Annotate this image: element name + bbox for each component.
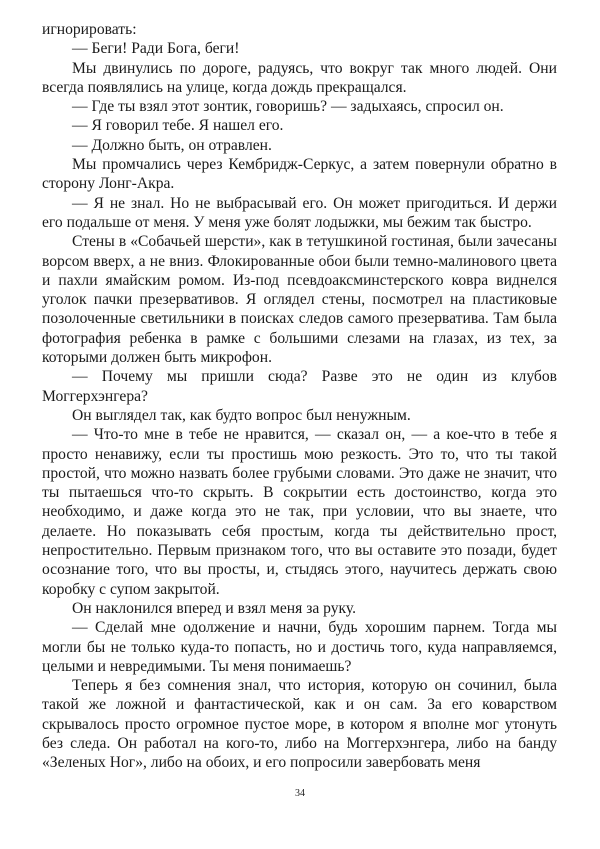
paragraph-walls: Стены в «Собачьей шерсти», как в тетушкиной гостиная, были зачесаны ворсом вверх, а не вниз. Флокированные обои были темно-малинового цвета и пахли ямайским ромом. Из-под псевдоаксминстерского ковра виднелся уголок пачки презервативов. Я оглядел стены, посмотрел на пластиковые позолоченные светильники в поисках следов самого презерватива. Там была фотография ребенка в рамке с большими слезами на глазах, из тех, за которыми должен быть микрофон. [42, 233, 557, 367]
page-body [42, 20, 557, 773]
paragraph-final: Теперь я без сомнения знал, что история, которую он сочинил, была такой же ложной и фантастической, как и он сам. За его коварством скрывалось просто огромное пустое море, в котором я вполне мог утонуть без следа. Он работал на кого-то, либо на Моггерхэнгера, либо на банду «Зеленых Ног», либо на обоих, и его попросили завербовать меня [42, 677, 557, 772]
dialogue-question: — Почему мы пришли сюда? Разве это не один из клубов Моггерхэнгера? [42, 368, 557, 405]
paragraph-continuation: игнорировать: [42, 21, 137, 38]
dialogue-favor: — Сделай мне одолжение и начни, будь хорошим парнем. Тогда мы могли бы не только куда-то попасть, но и достичь того, куда направляемся, целыми и невредимыми. Ты меня понимаешь? [42, 619, 557, 675]
dialogue-monologue: — Что-то мне в тебе не нравится, — сказал он, — а кое-что в тебе я просто ненавижу, если ты простишь мою резкость. Это то, что ты такой простой, что можно назвать более грубыми словами. Это даже не значит, что ты пытаешься что-то скрыть. В сокрытии есть достоинство, когда это необходимо, и даже когда это не так, при условии, что вы знаете, что делаете. Но показывать себя простым, когда ты действительно прост, непростительно. Первым признаком того, что вы оставите это позади, будет осознание того, что вы просты, и, стыдясь этого, научитесь держать свою коробку с супом закрытой. [42, 426, 557, 598]
paragraph: Мы двинулись по дороге, радуясь, что вокруг так много людей. Они всегда появлялись на улице, когда дождь прекращался. [42, 59, 557, 96]
dialogue-run: — Беги! Ради Бога, беги! [72, 40, 240, 58]
dialogue-umbrella: — Где ты взял этот зонтик, говоришь? — задыхаясь, спросил он. [72, 98, 504, 116]
dialogue-found: — Я говорил тебе. Я нашел его. [72, 117, 284, 135]
page-number: 34 [295, 788, 305, 799]
dialogue: — Я не знал. Но не выбрасывай его. Он может пригодиться. И держи его подальше от меня. У меня уже болят лодыжки, мы бежим так быстро. [42, 194, 557, 231]
paragraph: Он выглядел так, как будто вопрос был ненужным. [72, 406, 411, 424]
paragraph: Мы промчались через Кембридж-Серкус, а затем повернули обратно в сторону Лонг-Акра. [42, 156, 557, 193]
dialogue-poisoned: — Должно быть, он отравлен. [72, 136, 272, 154]
paragraph: Он наклонился вперед и взял меня за руку. [72, 599, 357, 617]
